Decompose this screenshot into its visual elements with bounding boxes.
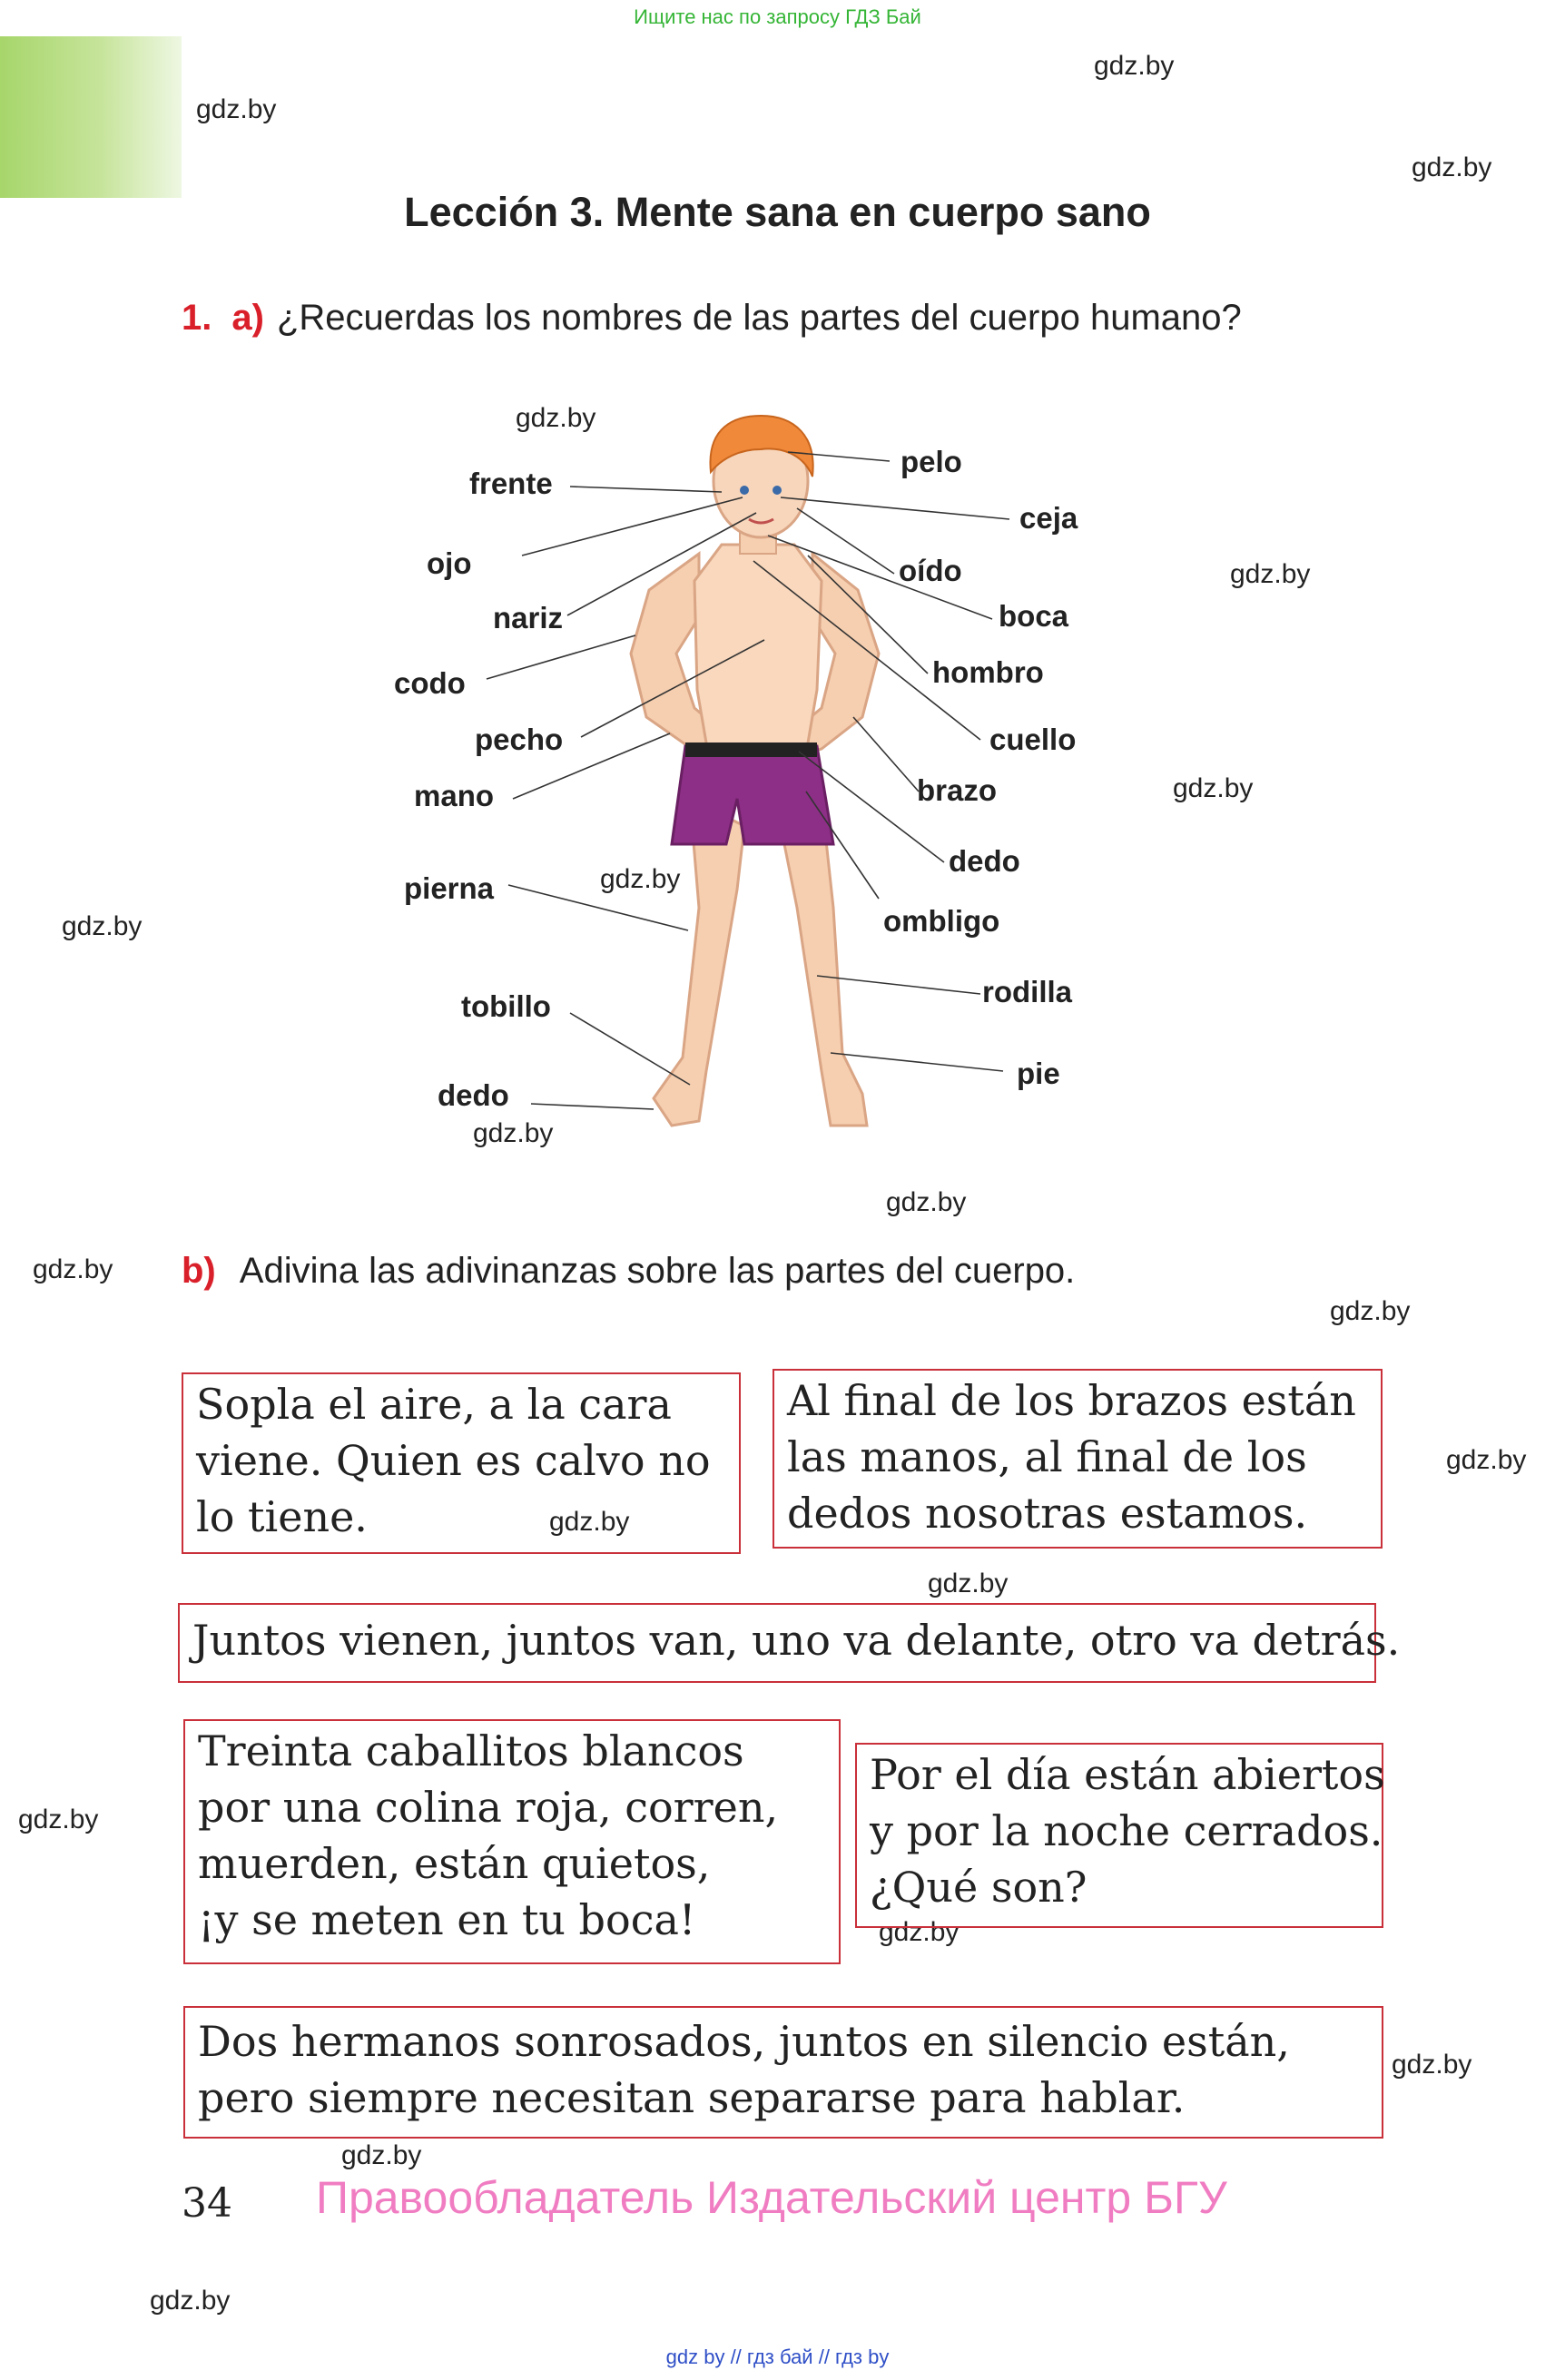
lesson-title: Lección 3. Mente sana en cuerpo sano xyxy=(404,189,1151,235)
watermark: gdz.by xyxy=(1230,559,1311,589)
watermark: gdz.by xyxy=(549,1507,630,1537)
riddle-line: Dos hermanos sonrosados, juntos en silencio están, xyxy=(198,2017,1290,2066)
label-codo: codo xyxy=(394,666,466,700)
riddle-box-3 xyxy=(178,1603,1401,1683)
label-ceja: ceja xyxy=(1019,501,1078,535)
riddle-box-2 xyxy=(773,1369,1383,1549)
watermark: gdz.by xyxy=(33,1254,113,1284)
top-note: Ищите нас по запросу ГДЗ Бай xyxy=(634,5,921,28)
watermark: gdz.by xyxy=(886,1187,967,1217)
riddle-line: muerden, están quietos, xyxy=(198,1839,711,1888)
riddle-line: por una colina roja, corren, xyxy=(198,1783,779,1832)
torso xyxy=(694,545,822,753)
label-brazo: brazo xyxy=(917,773,998,807)
label-dedo-left: dedo xyxy=(438,1078,509,1112)
riddle-line: Juntos vienen, juntos van, uno va delante, otro va detrás. xyxy=(192,1616,1401,1665)
watermark: gdz.by xyxy=(150,2286,231,2316)
waistband xyxy=(685,743,817,757)
riddle-box-1 xyxy=(182,1372,741,1554)
riddle-line: Treinta caballitos blancos xyxy=(198,1726,744,1775)
publisher-notice: Правообладатель Издательский центр БГУ xyxy=(316,2172,1227,2223)
watermark: gdz.by xyxy=(1412,152,1492,182)
watermark: gdz.by xyxy=(1173,773,1254,803)
label-pelo: pelo xyxy=(901,445,962,478)
eye-left xyxy=(740,486,749,495)
label-oido: oído xyxy=(899,554,962,587)
riddle-line: las manos, al final de los xyxy=(787,1432,1307,1481)
riddle-line: ¿Qué son? xyxy=(870,1863,1088,1912)
riddle-line: dedos nosotras estamos. xyxy=(787,1489,1308,1538)
watermark: gdz.by xyxy=(62,911,143,941)
label-mano: mano xyxy=(414,779,495,812)
task-number: 1. xyxy=(182,298,212,338)
label-boca: boca xyxy=(999,599,1069,633)
label-ombligo: ombligo xyxy=(883,904,1000,938)
watermark: gdz.by xyxy=(928,1569,1009,1598)
task-1b-question xyxy=(182,1251,1075,1292)
left-leg xyxy=(654,799,744,1126)
watermark: gdz.by xyxy=(516,403,596,433)
watermark: gdz.by xyxy=(341,2140,422,2170)
label-frente: frente xyxy=(469,467,553,500)
part-a-letter: a) xyxy=(231,298,264,338)
watermark: gdz.by xyxy=(1446,1445,1527,1475)
riddle-line: viene. Quien es calvo no xyxy=(196,1436,711,1485)
label-rodilla: rodilla xyxy=(982,975,1073,1008)
label-nariz: nariz xyxy=(493,601,564,634)
watermark: gdz.by xyxy=(1094,51,1175,81)
riddle-line: pero siempre necesitan separarse para hablar. xyxy=(198,2073,1186,2122)
part-b-text: Adivina las adivinanzas sobre las partes del cuerpo. xyxy=(239,1251,1076,1291)
riddle-line: y por la noche cerrados. xyxy=(870,1806,1383,1855)
watermark: gdz.by xyxy=(879,1917,960,1947)
riddle-line: Por el día están abiertos xyxy=(870,1750,1385,1799)
watermark: gdz.by xyxy=(1392,2050,1472,2080)
riddle-line: Al final de los brazos están xyxy=(787,1376,1356,1425)
riddle-line: lo tiene. xyxy=(196,1492,368,1541)
label-cuello: cuello xyxy=(989,723,1077,756)
part-b-letter: b) xyxy=(182,1251,216,1291)
label-dedo-right: dedo xyxy=(949,844,1020,878)
right-leg xyxy=(781,799,867,1126)
label-pierna: pierna xyxy=(404,871,495,905)
watermark: gdz.by xyxy=(196,94,277,124)
bottom-note: gdz by // гдз бай // гдз by xyxy=(665,2346,890,2368)
label-tobillo: tobillo xyxy=(461,989,551,1023)
riddle-line: Sopla el aire, a la cara xyxy=(196,1380,672,1429)
page-number: 34 xyxy=(182,2180,232,2227)
watermark: gdz.by xyxy=(1330,1296,1411,1326)
label-hombro: hombro xyxy=(932,655,1044,689)
eye-right xyxy=(773,486,782,495)
label-pie: pie xyxy=(1017,1057,1060,1090)
label-pecho: pecho xyxy=(475,723,564,756)
part-a-text: ¿Recuerdas los nombres de las partes del cuerpo humano? xyxy=(276,298,1242,338)
riddle-box-5 xyxy=(855,1743,1383,1928)
watermark: gdz.by xyxy=(600,864,681,894)
watermark: gdz.by xyxy=(473,1118,554,1148)
riddle-box-4 xyxy=(183,1719,841,1964)
watermark: gdz.by xyxy=(18,1805,99,1834)
riddle-line: ¡y se meten en tu boca! xyxy=(198,1895,696,1944)
riddle-box-6 xyxy=(183,2006,1383,2139)
label-ojo: ojo xyxy=(427,546,472,580)
